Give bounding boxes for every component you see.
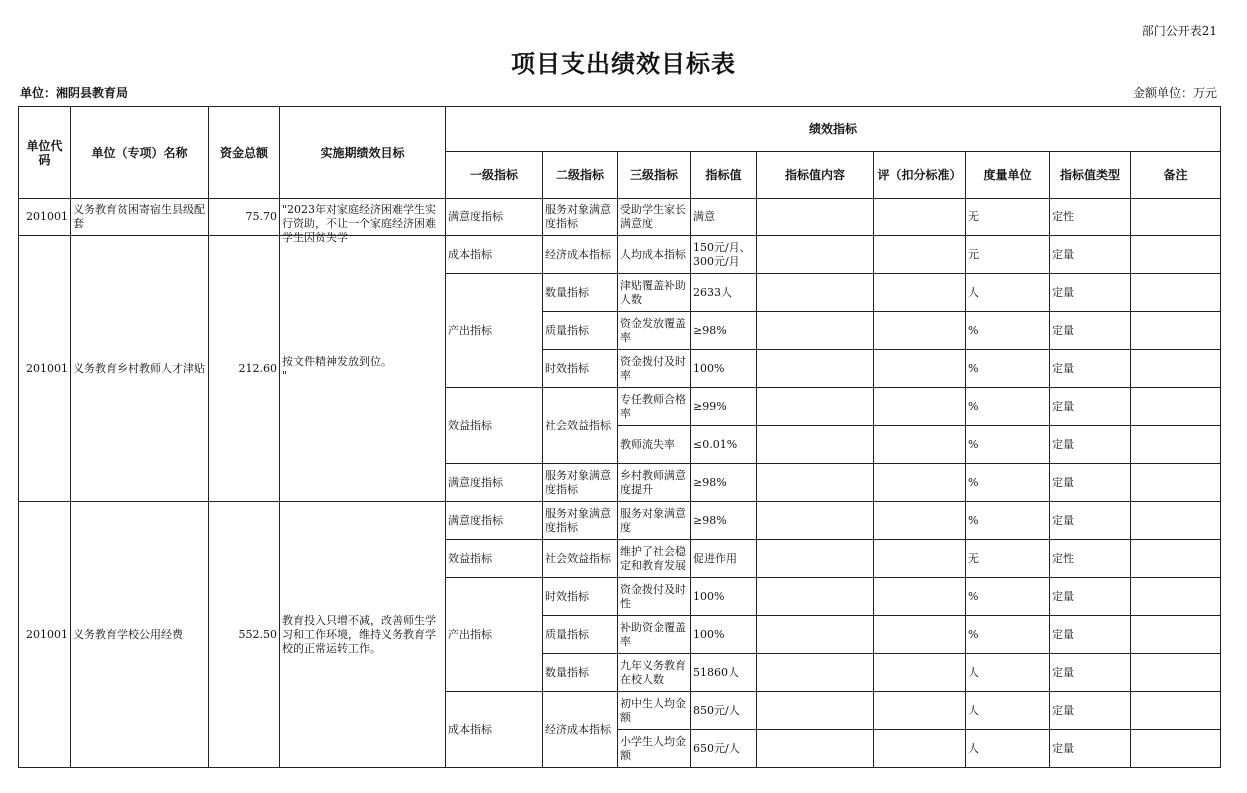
project-name: 义务教育贫困寄宿生县级配套 (71, 199, 209, 236)
value-type: 定量 (1050, 502, 1131, 540)
remarks (1131, 540, 1221, 578)
level3-indicator: 小学生人均金额 (618, 730, 691, 768)
level3-indicator: 乡村教师满意度提升 (618, 464, 691, 502)
indicator-value: 满意 (691, 199, 757, 236)
form-number: 部门公开表21 (1141, 24, 1217, 38)
value-content (757, 388, 874, 426)
scoring (874, 312, 966, 350)
remarks (1131, 578, 1221, 616)
remarks (1131, 426, 1221, 464)
value-content (757, 274, 874, 312)
performance-table (18, 106, 1221, 768)
level2-indicator: 服务对象满意度指标 (543, 464, 618, 502)
indicator-value: ≤0.01% (691, 426, 757, 464)
measure-unit: % (966, 426, 1050, 464)
level2-indicator: 社会效益指标 (543, 388, 618, 464)
level2-indicator: 时效指标 (543, 350, 618, 388)
total-funds: 212.60 (209, 236, 280, 502)
level3-indicator: 教师流失率 (618, 426, 691, 464)
remarks (1131, 692, 1221, 730)
indicator-value: 2633人 (691, 274, 757, 312)
level3-indicator: 补助资金覆盖率 (618, 616, 691, 654)
value-content (757, 730, 874, 768)
unit-code: 201001 (19, 199, 71, 236)
header-project-name: 单位（专项）名称 (71, 107, 209, 199)
goal: 按文件精神发放到位。 " (280, 236, 446, 502)
unit-code: 201001 (19, 236, 71, 502)
scoring (874, 654, 966, 692)
level3-indicator: 受助学生家长满意度 (618, 199, 691, 236)
scoring (874, 578, 966, 616)
level2-indicator: 服务对象满意度指标 (543, 199, 618, 236)
level3-indicator: 九年义务教育在校人数 (618, 654, 691, 692)
header-level2: 二级指标 (543, 152, 618, 199)
table-row (19, 236, 1221, 274)
header-level3: 三级指标 (618, 152, 691, 199)
scoring (874, 616, 966, 654)
project-name: 义务教育乡村教师人才津贴 (71, 236, 209, 502)
header-unit-code: 单位代码 (19, 107, 71, 199)
header-remarks: 备注 (1131, 152, 1221, 199)
measure-unit: 人 (966, 654, 1050, 692)
header-value-type: 指标值类型 (1050, 152, 1131, 199)
measure-unit: % (966, 350, 1050, 388)
value-content (757, 464, 874, 502)
unit-label: 单位：湘阴县教育局 (20, 86, 129, 100)
level1-indicator: 产出指标 (446, 274, 543, 388)
scoring (874, 730, 966, 768)
scoring (874, 388, 966, 426)
level3-indicator: 服务对象满意度 (618, 502, 691, 540)
remarks (1131, 312, 1221, 350)
table-row (19, 199, 1221, 236)
measure-unit: % (966, 464, 1050, 502)
header-total-funds: 资金总额 (209, 107, 280, 199)
measure-unit: % (966, 388, 1050, 426)
level3-indicator: 维护了社会稳定和教育发展 (618, 540, 691, 578)
header-value: 指标值 (691, 152, 757, 199)
value-content (757, 312, 874, 350)
indicator-value: 促进作用 (691, 540, 757, 578)
remarks (1131, 199, 1221, 236)
indicator-value: 100% (691, 616, 757, 654)
value-content (757, 502, 874, 540)
level3-indicator: 人均成本指标 (618, 236, 691, 274)
table-row (19, 502, 1221, 540)
measure-unit: % (966, 616, 1050, 654)
measure-unit: % (966, 578, 1050, 616)
value-type: 定量 (1050, 236, 1131, 274)
scoring (874, 502, 966, 540)
value-type: 定量 (1050, 692, 1131, 730)
indicator-value: 51860人 (691, 654, 757, 692)
level2-indicator: 时效指标 (543, 578, 618, 616)
value-type: 定量 (1050, 464, 1131, 502)
level1-indicator: 成本指标 (446, 236, 543, 274)
value-content (757, 692, 874, 730)
level3-indicator: 专任教师合格率 (618, 388, 691, 426)
indicator-value: 650元/人 (691, 730, 757, 768)
value-content (757, 540, 874, 578)
value-type: 定量 (1050, 654, 1131, 692)
measure-unit: 人 (966, 730, 1050, 768)
remarks (1131, 350, 1221, 388)
level2-indicator: 经济成本指标 (543, 236, 618, 274)
scoring (874, 350, 966, 388)
measure-unit: 无 (966, 540, 1050, 578)
value-type: 定量 (1050, 730, 1131, 768)
indicator-value: ≥98% (691, 312, 757, 350)
unit-code: 201001 (19, 502, 71, 768)
header-indicators: 绩效指标 (446, 107, 1221, 152)
value-type: 定量 (1050, 274, 1131, 312)
value-type: 定量 (1050, 578, 1131, 616)
level2-indicator: 质量指标 (543, 616, 618, 654)
value-content (757, 199, 874, 236)
indicator-value: ≥98% (691, 464, 757, 502)
scoring (874, 540, 966, 578)
level3-indicator: 初中生人均金额 (618, 692, 691, 730)
level2-indicator: 服务对象满意度指标 (543, 502, 618, 540)
remarks (1131, 730, 1221, 768)
value-content (757, 426, 874, 464)
level3-indicator: 资金拨付及时性 (618, 578, 691, 616)
scoring (874, 199, 966, 236)
level1-indicator: 效益指标 (446, 388, 543, 464)
scoring (874, 274, 966, 312)
level2-indicator: 质量指标 (543, 312, 618, 350)
value-content (757, 616, 874, 654)
value-content (757, 236, 874, 274)
level1-indicator: 满意度指标 (446, 464, 543, 502)
level2-indicator: 社会效益指标 (543, 540, 618, 578)
scoring (874, 236, 966, 274)
scoring (874, 464, 966, 502)
total-funds: 75.70 (209, 199, 280, 236)
measure-unit: 无 (966, 199, 1050, 236)
remarks (1131, 654, 1221, 692)
value-type: 定性 (1050, 540, 1131, 578)
remarks (1131, 274, 1221, 312)
header-value-content: 指标值内容 (757, 152, 874, 199)
header-level1: 一级指标 (446, 152, 543, 199)
level2-indicator: 数量指标 (543, 654, 618, 692)
measure-unit: % (966, 312, 1050, 350)
indicator-value: 100% (691, 578, 757, 616)
value-type: 定量 (1050, 350, 1131, 388)
indicator-value: ≥98% (691, 502, 757, 540)
measure-unit: 元 (966, 236, 1050, 274)
project-name: 义务教育学校公用经费 (71, 502, 209, 768)
goal: 教育投入只增不减，改善师生学习和工作环境，维持义务教育学校的正常运转工作。 (280, 502, 446, 768)
level3-indicator: 资金拨付及时率 (618, 350, 691, 388)
value-content (757, 578, 874, 616)
level3-indicator: 津贴覆盖补助人数 (618, 274, 691, 312)
scoring (874, 692, 966, 730)
value-type: 定性 (1050, 199, 1131, 236)
header-scoring: 评（扣分标准） (874, 152, 966, 199)
page-title: 项目支出绩效目标表 (511, 50, 736, 78)
remarks (1131, 236, 1221, 274)
header-measure-unit: 度量单位 (966, 152, 1050, 199)
level2-indicator: 数量指标 (543, 274, 618, 312)
remarks (1131, 464, 1221, 502)
indicator-value: 850元/人 (691, 692, 757, 730)
value-type: 定量 (1050, 616, 1131, 654)
value-type: 定量 (1050, 312, 1131, 350)
value-type: 定量 (1050, 388, 1131, 426)
measure-unit: 人 (966, 274, 1050, 312)
header-goal: 实施期绩效目标 (280, 107, 446, 199)
level1-indicator: 效益指标 (446, 540, 543, 578)
indicator-value: ≥99% (691, 388, 757, 426)
level2-indicator: 经济成本指标 (543, 692, 618, 768)
remarks (1131, 616, 1221, 654)
indicator-value: 100% (691, 350, 757, 388)
indicator-value: 150元/月、300元/月 (691, 236, 757, 274)
total-funds: 552.50 (209, 502, 280, 768)
level1-indicator: 产出指标 (446, 578, 543, 692)
level3-indicator: 资金发放覆盖率 (618, 312, 691, 350)
measure-unit: % (966, 502, 1050, 540)
amount-unit-label: 金额单位：万元 (1132, 86, 1217, 100)
value-content (757, 654, 874, 692)
remarks (1131, 388, 1221, 426)
measure-unit: 人 (966, 692, 1050, 730)
level1-indicator: 满意度指标 (446, 199, 543, 236)
level1-indicator: 成本指标 (446, 692, 543, 768)
remarks (1131, 502, 1221, 540)
scoring (874, 426, 966, 464)
value-content (757, 350, 874, 388)
goal: "2023年对家庭经济困难学生实行资助，不让一个家庭经济困难学生因贫失学 (280, 199, 446, 236)
level1-indicator: 满意度指标 (446, 502, 543, 540)
value-type: 定量 (1050, 426, 1131, 464)
